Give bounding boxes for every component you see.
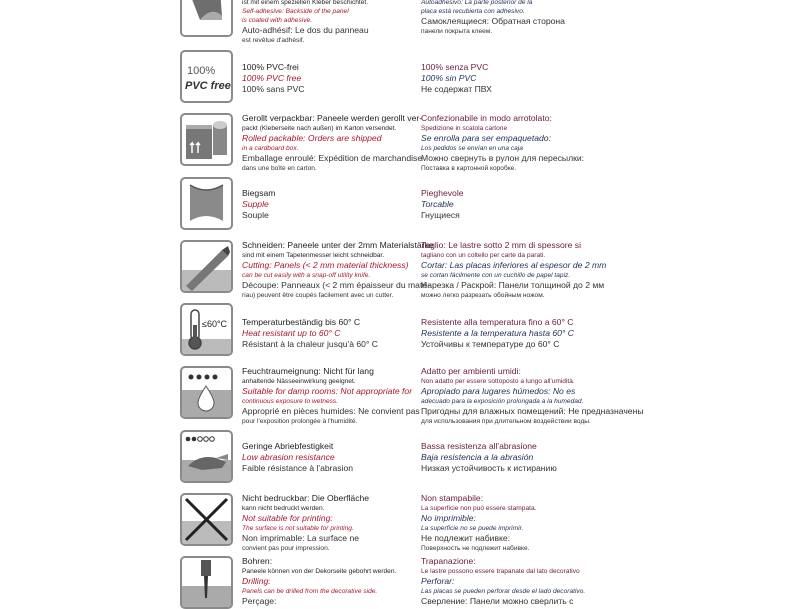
text-line: is coated with adhesive. [242, 17, 313, 24]
text-line: kann nicht bedruckt werden. [242, 505, 325, 512]
pvc-text-right [421, 62, 791, 95]
text-line: Feuchtraumeignung: Nicht für lang [242, 366, 374, 376]
text-line: La superficie non può essere stampata. [421, 505, 537, 512]
text-line: Découpe: Panneaux (< 2 mm épaisseur du maté- [242, 280, 430, 290]
text-line: Confezionabile in modo arrotolato: [421, 113, 552, 123]
text-line: sind mit einem Tapetenmesser leicht schneidbar. [242, 252, 385, 259]
abrasion-hand-icon [180, 430, 233, 483]
text-line: riau) peuvent être coupés facilement avec un cutter. [242, 292, 394, 299]
text-line: 100% sin PVC [421, 73, 477, 83]
text-line: convient pas pour impression. [242, 545, 330, 552]
text-line: для использования при длительном воздействии воды. [421, 418, 591, 425]
text-line: dans une boîte en carton. [242, 165, 317, 172]
text-line: adecuado para la exposición prolongada a la humedad. [421, 398, 584, 405]
text-line: Сверление: Панели можно сверлить с [421, 596, 574, 606]
text-line: Perçage: [242, 596, 277, 606]
text-line: anhaltende Nässeeinwirkung geeignet. [242, 378, 356, 385]
adhesive-text-right [421, 0, 791, 36]
text-line: Souple [242, 210, 269, 220]
text-line: in a cardboard box. [242, 145, 299, 152]
text-line: est revêtue d'adhésif. [242, 37, 305, 44]
text-line: Нарезка / Раскрой: Панели толщиной до 2 мм [421, 280, 605, 290]
text-line: Self-adhesive: Backside of the panel [242, 8, 349, 15]
text-line: Low abrasion resistance [242, 452, 335, 462]
text-line: 100% sans PVC [242, 84, 305, 94]
text-line: Heat resistant up to 60° C [242, 328, 341, 338]
cutter-knife-icon [180, 240, 233, 293]
text-line: Пригодны для влажных помещений: Не предназначены [421, 406, 644, 416]
text-line: Panels can be drilled from the decorative side. [242, 588, 378, 595]
text-line: Не содержат ПВХ [421, 84, 492, 94]
text-line: 100% senza PVC [421, 62, 489, 72]
text-line: Поверхность не подлежит набивке. [421, 545, 530, 552]
text-line: Biegsam [242, 188, 276, 198]
rolled-text-right [421, 113, 791, 173]
text-line: Résistant à la chaleur jusqu'à 60° C [242, 339, 378, 349]
text-line: can be cut easily with a snap-off utility knife. [242, 272, 371, 279]
text-line: No imprimible: [421, 513, 476, 523]
adhesive-panel-icon [180, 0, 233, 37]
text-line: 100% PVC free [242, 73, 302, 83]
text-line: Spedizione in scatola cartone [421, 125, 508, 132]
text-line: packt (Kleberseite nach außen) im Karton versendet. [242, 125, 397, 132]
text-line: Se enrolla para ser empaquetado: [421, 133, 551, 143]
text-line: pour l'exposition prolongée à l'humidité. [242, 418, 358, 425]
text-line: Geringe Abriebfestigkeit [242, 441, 334, 451]
text-line: The surface is not suitable for printing. [242, 525, 354, 532]
text-line: Гнущиеся [421, 210, 460, 220]
text-line: Adatto per ambienti umidi: [421, 366, 521, 376]
text-line: ist mit einem speziellen Kleber beschichtet. [242, 0, 369, 6]
text-line: Temperaturbeständig bis 60° C [242, 317, 361, 327]
text-line: Устойчивы к температуре до 60° C [421, 339, 560, 349]
pvc-icon-bottom-text: PVC free [185, 80, 231, 92]
text-line: Non imprimable: La surface ne [242, 533, 360, 543]
text-line: Torcable [421, 199, 454, 209]
text-line: Cortar: Las placas inferiores al espesor de 2 mm [421, 260, 607, 270]
thermometer-icon [180, 303, 233, 356]
text-line: Rolled packable: Orders are shipped [242, 133, 382, 143]
text-line: Baja resistencia a la abrasión [421, 452, 534, 462]
text-line: Trapanazione: [421, 556, 476, 566]
text-line: Los pedidos se envían en una caja [421, 145, 523, 152]
text-line: 100% PVC-frei [242, 62, 299, 72]
text-line: Gerollt verpackbar: Paneele werden gerollt ver- [242, 113, 423, 123]
text-line: continuous exposure to wetness. [242, 398, 339, 405]
drilling-text-right [421, 556, 791, 607]
text-line: Не подлежит набивке: [421, 533, 511, 543]
rolled-package-icon [180, 113, 233, 166]
text-line: se cortan fácilmente con un cuchillo de papel tapiz. [421, 272, 571, 279]
text-line: Cutting: Panels (< 2 mm material thickness) [242, 260, 409, 270]
text-line: Non stampabile: [421, 493, 484, 503]
text-line: Apropiado para lugares húmedos: No es [421, 386, 576, 396]
text-line: можно легко разрезать обойным ножом. [421, 292, 545, 299]
text-line: Autoadhesivo: La parte posterior de la [421, 0, 533, 6]
damp-text-right [421, 366, 791, 426]
text-line: Поставка в картонной коробке. [421, 165, 517, 172]
text-line: панели покрыта клеем. [421, 28, 493, 35]
text-line: Non adatto per essere sottoposto a lungo all'umidità. [421, 378, 575, 385]
text-line: Самоклеящиеся: Обратная сторона [421, 16, 565, 26]
text-line: Drilling: [242, 576, 271, 586]
drill-icon [180, 556, 233, 609]
text-line: Resistente a la temperatura hasta 60° C [421, 328, 574, 338]
temperature-icon-label: ≤60°C [202, 319, 228, 329]
abrasion-text-right [421, 441, 791, 474]
supple-text-right [421, 188, 791, 221]
text-line: tagliano con un coltello per carte da parati. [421, 252, 546, 259]
text-line: Faible résistance à l'abrasion [242, 463, 354, 473]
text-line: Schneiden: Paneele unter der 2mm Materialstärke [242, 240, 434, 250]
text-line: Paneele können von der Dekorseite gebohrt werden. [242, 568, 397, 575]
text-line: Supple [242, 199, 269, 209]
no-printing-icon [180, 493, 233, 546]
text-line: Pieghevole [421, 188, 464, 198]
text-line: Nicht bedruckbar: Die Oberfläche [242, 493, 370, 503]
text-line: Bohren: [242, 556, 273, 566]
text-line: Le lastre possono essere trapanate dal lato decorativo [421, 568, 580, 575]
text-line: Auto-adhésif: Le dos du panneau [242, 25, 369, 35]
cutting-text-right [421, 240, 791, 300]
text-line: placa está recubierta con adhesivo. [421, 8, 525, 15]
text-line: Suitable for damp rooms: Not appropriate for [242, 386, 413, 396]
text-line: Not suitable for printing: [242, 513, 333, 523]
text-line: Taglio: Le lastre sotto 2 mm di spessore si [421, 240, 582, 250]
text-line: La superficie no se puede imprimir. [421, 525, 524, 532]
text-line: Resistente alla temperatura fino a 60° C [421, 317, 574, 327]
pvc-free-icon [180, 50, 233, 103]
pvc-icon-top-text: 100% [187, 65, 216, 77]
text-line: Las placas se pueden perforar desde el lado decorativo. [421, 588, 586, 595]
text-line: Perforar: [421, 576, 455, 586]
water-drop-icon [180, 366, 233, 419]
text-line: Emballage enroulé: Expédition de marchandise [242, 153, 423, 163]
flexible-panel-icon [180, 177, 233, 230]
text-line: Approprié en pièces humides: Ne convient pas [242, 406, 420, 416]
printing-text-right [421, 493, 791, 553]
text-line: Можно свернуть в рулон для пересылки: [421, 153, 585, 163]
text-line: Низкая устойчивость к истиранию [421, 463, 557, 473]
temperature-text-right [421, 317, 791, 350]
text-line: Bassa resistenza all'abrasione [421, 441, 537, 451]
